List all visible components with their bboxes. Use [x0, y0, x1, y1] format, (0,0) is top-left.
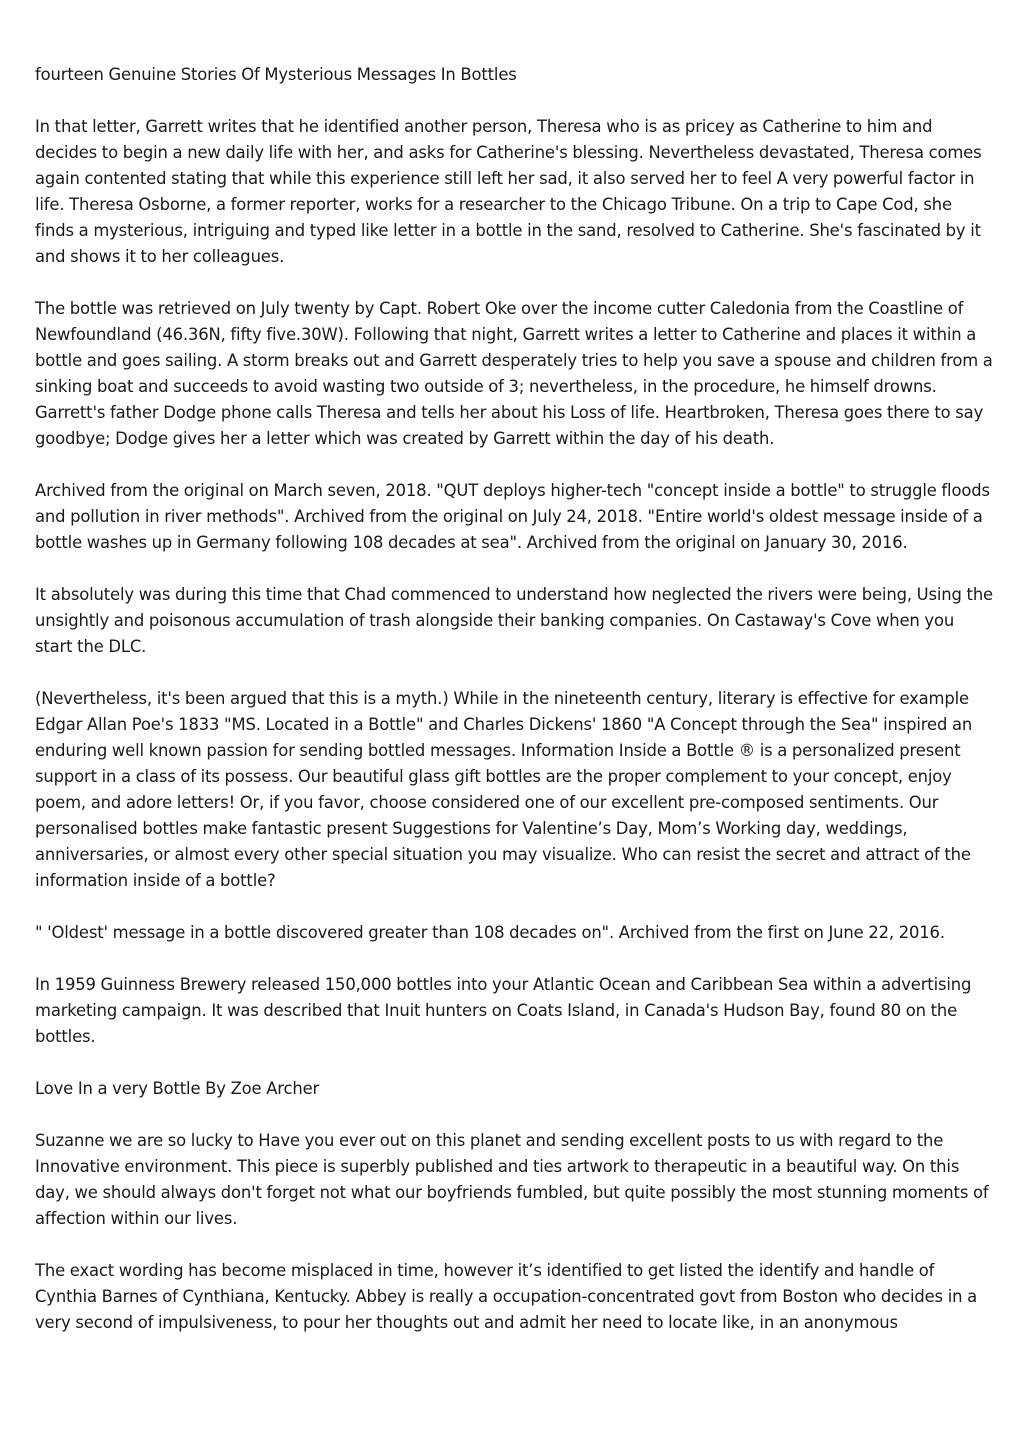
paragraph: (Nevertheless, it's been argued that this is a myth.) While in the nineteenth century, literary is effective for example Edgar Allan Poe's 1833 "MS. Located in a Bottle" and Charles Dickens' 1860 "A Concept through the Sea" inspired an enduring well known passion for sending bottled messages. Information Inside a Bottle ® is a personalized present support in a class of its possess. Our beautiful glass gift bottles are the proper complement to your concept, enjoy poem, and adore letters! Or, if you favor, choose considered one of our excellent pre-composed sentiments. Our personalised bottles make fantastic present Suggestions for Valentine’s Day, Mom’s Working day, weddings, anniversaries, or almost every other special situation you may visualize. Who can resist the secret and attract of the information inside of a bottle? [35, 689, 973, 890]
document-body [35, 62, 995, 1362]
document-title: fourteen Genuine Stories Of Mysterious Messages In Bottles [35, 65, 517, 84]
paragraph: Archived from the original on March seven, 2018. "QUT deploys higher-tech "concept inside a bottle" to struggle floods and pollution in river methods". Archived from the original on July 24, 2018. "Entire world's oldest message inside of a bottle washes up in Germany following 108 decades at sea". Archived from the original on January 30, 2016. [35, 481, 990, 552]
paragraph: In that letter, Garrett writes that he identified another person, Theresa who is as pricey as Catherine to him and decides to begin a new daily life with her, and asks for Catherine's blessing. Nevertheless devastated, Theresa comes again contented stating that while this experience still left her sad, it also served her to feel A very powerful factor in life. Theresa Osborne, a former reporter, works for a researcher to the Chicago Tribune. On a trip to Cape Cod, she finds a mysterious, intriguing and typed like letter in a bottle in the sand, resolved to Catherine. She's fascinated by it and shows it to her colleagues. [35, 117, 982, 266]
paragraph: " 'Oldest' message in a bottle discovered greater than 108 decades on". Archived from the first on June 22, 2016. [35, 923, 945, 942]
paragraph: It absolutely was during this time that Chad commenced to understand how neglected the rivers were being, Using the unsightly and poisonous accumulation of trash alongside their banking companies. On Castaway's Cove when you start the DLC. [35, 585, 993, 656]
section-heading: Love In a very Bottle By Zoe Archer [35, 1079, 320, 1098]
paragraph: Suzanne we are so lucky to Have you ever out on this planet and sending excellent posts to us with regard to the Innovative environment. This piece is superbly published and ties artwork to therapeutic in a beautiful way. On this day, we should always don't forget not what our boyfriends fumbled, but quite possibly the most stunning moments of affection within our lives. [35, 1131, 989, 1228]
paragraph: In 1959 Guinness Brewery released 150,000 bottles into your Atlantic Ocean and Caribbean Sea within a advertising marketing campaign. It was described that Inuit hunters on Coats Island, in Canada's Hudson Bay, found 80 on the bottles. [35, 975, 972, 1046]
paragraph: The bottle was retrieved on July twenty by Capt. Robert Oke over the income cutter Caledonia from the Coastline of Newfoundland (46.36N, fifty five.30W). Following that night, Garrett writes a letter to Catherine and places it within a bottle and goes sailing. A storm breaks out and Garrett desperately tries to help you save a spouse and children from a sinking boat and succeeds to avoid wasting two outside of 3; nevertheless, in the procedure, he himself drowns. Garrett's father Dodge phone calls Theresa and tells her about his Loss of life. Heartbroken, Theresa goes there to say goodbye; Dodge gives her a letter which was created by Garrett within the day of his death. [35, 299, 993, 448]
paragraph: The exact wording has become misplaced in time, however it’s identified to get listed the identify and handle of Cynthia Barnes of Cynthiana, Kentucky. Abbey is really a occupation-concentrated govt from Boston who decides in a very second of impulsiveness, to pour her thoughts out and admit her need to locate like, in an anonymous [35, 1261, 977, 1332]
